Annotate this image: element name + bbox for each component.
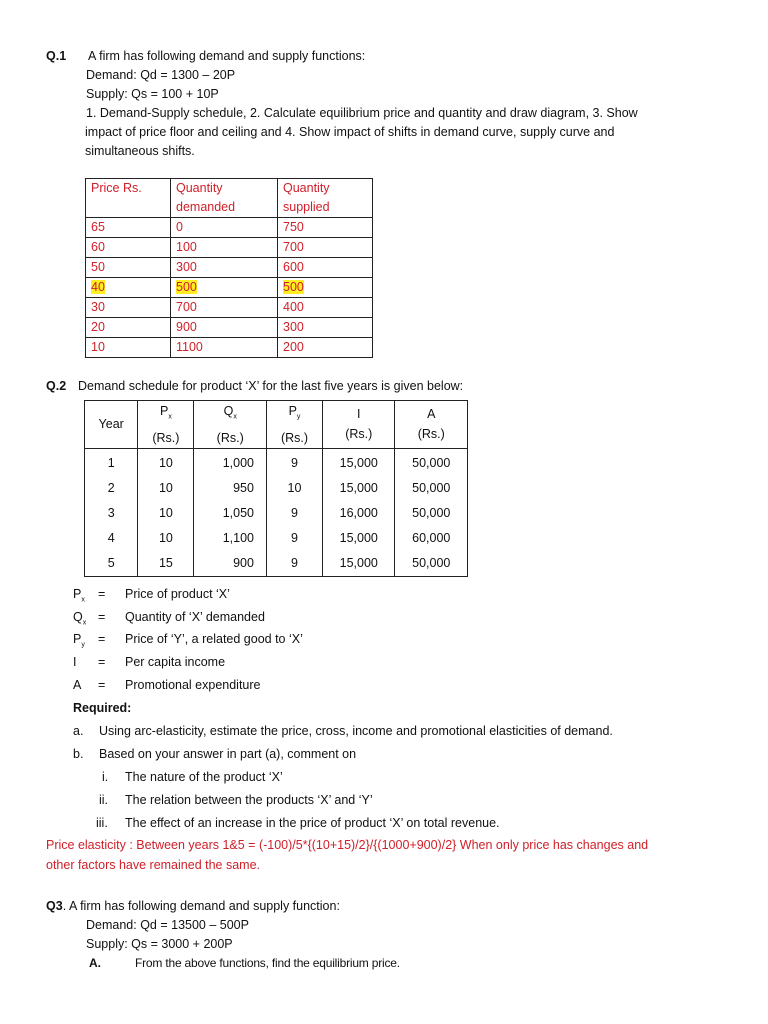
table-cell: 9 <box>266 448 322 476</box>
table-header-cell <box>138 401 194 449</box>
q1-intro: A firm has following demand and supply functions: <box>88 49 366 63</box>
table-cell: 50,000 <box>395 501 468 526</box>
table-cell: 16,000 <box>323 501 395 526</box>
table-cell <box>171 238 278 258</box>
table-cell <box>86 338 171 358</box>
q2-label: Q.2 <box>46 379 67 393</box>
header-quantity-supplied: Quantity supplied <box>278 179 373 218</box>
table-cell: 1,100 <box>194 526 267 551</box>
definition-symbol <box>73 655 76 669</box>
definition-symbol <box>73 632 85 649</box>
q1-task: simultaneous shifts. <box>85 144 195 158</box>
subpart-text: The effect of an increase in the price of product ‘X’ on total revenue. <box>125 816 500 830</box>
cell-value: 200 <box>283 340 304 354</box>
cell-value: 1100 <box>176 340 203 354</box>
definition-text: Price of product ‘X’ <box>125 587 230 601</box>
table-cell: 4 <box>85 526 138 551</box>
q1-task: 1. Demand-Supply schedule, 2. Calculate equilibrium price and quantity and draw diagram, 3. Show <box>86 106 638 120</box>
part-text: Based on your answer in part (a), comment on <box>99 747 357 761</box>
subpart-text: The nature of the product ‘X’ <box>125 770 283 784</box>
table-cell: 1,050 <box>194 501 267 526</box>
table-cell <box>171 298 278 318</box>
header-symbol: Year <box>98 417 124 432</box>
header-unit: (Rs.) <box>345 427 373 442</box>
table-cell <box>278 298 373 318</box>
table-row <box>86 258 373 278</box>
table-cell: 10 <box>138 501 194 526</box>
cell-value: 0 <box>176 220 183 234</box>
table-row <box>85 476 468 501</box>
q1-label: Q.1 <box>46 49 67 63</box>
q3-demand: Demand: Qd = 13500 – 500P <box>86 918 249 932</box>
table-cell: 950 <box>194 476 267 501</box>
table-header-cell <box>395 401 468 449</box>
price-elasticity-answer: other factors have remained the same. <box>46 858 261 872</box>
table-row <box>85 448 468 476</box>
table-cell <box>86 238 171 258</box>
cell-value: 600 <box>283 260 304 274</box>
table-row <box>86 318 373 338</box>
part-mark: a. <box>73 724 84 738</box>
header-symbol: P <box>159 404 169 418</box>
table-header-cell <box>85 401 138 449</box>
table-cell: 1,000 <box>194 448 267 476</box>
equals-sign: = <box>98 655 106 670</box>
definition-text: Per capita income <box>125 655 226 670</box>
header-symbol: Q <box>223 404 234 418</box>
table-cell: 10 <box>138 526 194 551</box>
cell-value: 10 <box>91 340 105 354</box>
cell-value: 20 <box>91 320 105 334</box>
q2-intro: Demand schedule for product ‘X’ for the last five years is given below: <box>78 379 464 393</box>
table-row <box>85 551 468 577</box>
header-symbol: P <box>288 404 297 418</box>
table-row <box>85 501 468 526</box>
table-cell: 9 <box>266 501 322 526</box>
table-cell <box>171 338 278 358</box>
definition-text: Quantity of ‘X’ demanded <box>125 609 265 624</box>
table-cell: 15,000 <box>323 448 395 476</box>
table-cell <box>278 238 373 258</box>
definition-text: Promotional expenditure <box>125 677 261 692</box>
header-subscript: x <box>168 413 172 421</box>
q3-supply: Supply: Qs = 3000 + 200P <box>86 937 233 951</box>
table-cell: 900 <box>194 551 267 577</box>
q1-task: impact of price floor and ceiling and 4. Show impact of shifts in demand curve, supply curve and <box>85 125 615 139</box>
table-header-cell <box>266 401 322 449</box>
table-cell <box>171 318 278 338</box>
header-unit: (Rs.) <box>152 430 180 445</box>
symbol-subscript: x <box>81 596 85 604</box>
q3-heading <box>46 899 340 913</box>
table-cell: 9 <box>266 551 322 577</box>
table-cell: 2 <box>85 476 138 501</box>
table-cell: 50,000 <box>395 476 468 501</box>
q3-part-mark: A. <box>89 956 101 970</box>
table-row <box>86 298 373 318</box>
q3-part-text: From the above functions, find the equilibrium price. <box>135 956 400 970</box>
table-cell: 10 <box>138 476 194 501</box>
table-cell: 1 <box>85 448 138 476</box>
header-unit: (Rs.) <box>417 427 445 442</box>
table-header-cell <box>323 401 395 449</box>
cell-value: 65 <box>91 220 105 234</box>
table-row <box>86 278 373 298</box>
part-text: Using arc-elasticity, estimate the price, cross, income and promotional elasticities of demand. <box>99 724 613 738</box>
header-symbol: I <box>357 407 361 422</box>
cell-value: 60 <box>91 240 105 254</box>
table-cell <box>86 298 171 318</box>
header-subscript: y <box>296 413 301 421</box>
table-cell: 15,000 <box>323 476 395 501</box>
header-subscript: x <box>233 413 237 421</box>
header-unit: (Rs.) <box>216 430 244 445</box>
table-cell: 3 <box>85 501 138 526</box>
cell-value: 700 <box>176 300 197 314</box>
table-cell: 50,000 <box>395 551 468 577</box>
table-cell: 50,000 <box>395 448 468 476</box>
subpart-mark: ii. <box>99 793 109 807</box>
definition-symbol <box>73 610 86 627</box>
definition-symbol <box>73 678 81 692</box>
symbol-subscript: y <box>81 641 85 649</box>
equals-sign: = <box>98 609 106 624</box>
cell-value: 40 <box>91 280 105 294</box>
q3-label: Q3 <box>46 899 63 913</box>
table-cell <box>278 258 373 278</box>
demand-schedule-table <box>84 400 468 577</box>
price-elasticity-answer: Price elasticity : Between years 1&5 = (-100)/5*{(10+15)/2}/{(1000+900)/2} When only price has changes and <box>46 838 649 852</box>
table-cell: 9 <box>266 526 322 551</box>
subpart-text: The relation between the products ‘X’ and ‘Y’ <box>125 793 373 807</box>
table-cell <box>171 278 278 298</box>
definition-text: Price of ‘Y’, a related good to ‘X’ <box>125 632 303 647</box>
table-header-row <box>86 179 373 218</box>
symbol: P <box>73 632 82 647</box>
demand-supply-schedule-table <box>85 178 373 358</box>
table-row <box>86 238 373 258</box>
table-cell <box>86 258 171 278</box>
symbol: Q <box>73 609 83 624</box>
cell-value: 750 <box>283 220 304 234</box>
header-price: Price Rs. <box>86 179 171 218</box>
symbol: P <box>73 587 82 601</box>
symbol-subscript: x <box>82 619 87 627</box>
cell-value: 500 <box>176 280 197 294</box>
cell-value: 700 <box>283 240 304 254</box>
equals-sign: = <box>98 677 106 692</box>
cell-value: 50 <box>91 260 105 274</box>
table-header-cell <box>194 401 267 449</box>
q3-intro: . A firm has following demand and supply function: <box>62 899 340 913</box>
cell-value: 500 <box>283 280 304 294</box>
subpart-mark: iii. <box>96 816 108 830</box>
cell-value: 900 <box>176 320 197 334</box>
table-cell <box>278 278 373 298</box>
table-cell <box>86 278 171 298</box>
table-cell <box>86 218 171 238</box>
table-cell: 10 <box>266 476 322 501</box>
table-row <box>86 338 373 358</box>
table-cell <box>278 338 373 358</box>
cell-value: 30 <box>91 300 105 314</box>
symbol: I <box>73 655 77 670</box>
header-symbol: A <box>427 407 436 422</box>
table-cell <box>171 258 278 278</box>
q1-demand: Demand: Qd = 1300 – 20P <box>86 68 236 82</box>
table-cell <box>278 318 373 338</box>
table-cell: 60,000 <box>395 526 468 551</box>
table-cell <box>171 218 278 238</box>
table-cell: 5 <box>85 551 138 577</box>
table-cell: 10 <box>138 448 194 476</box>
cell-value: 300 <box>283 320 304 334</box>
table-cell <box>278 218 373 238</box>
required-label: Required: <box>73 701 132 715</box>
table-header-row <box>85 401 468 449</box>
table-cell <box>86 318 171 338</box>
table-row <box>85 526 468 551</box>
equals-sign: = <box>98 587 106 601</box>
q1-supply: Supply: Qs = 100 + 10P <box>86 87 219 101</box>
cell-value: 400 <box>283 300 304 314</box>
symbol: A <box>73 677 82 692</box>
table-row <box>86 218 373 238</box>
subpart-mark: i. <box>102 770 109 784</box>
cell-value: 100 <box>176 240 197 254</box>
equals-sign: = <box>98 632 106 647</box>
table-cell: 15,000 <box>323 551 395 577</box>
header-unit: (Rs.) <box>280 430 309 445</box>
header-quantity-demanded: Quantity demanded <box>171 179 278 218</box>
part-mark: b. <box>73 747 84 761</box>
cell-value: 300 <box>176 260 197 274</box>
definition-symbol <box>73 587 85 604</box>
table-cell: 15,000 <box>323 526 395 551</box>
table-cell: 15 <box>138 551 194 577</box>
